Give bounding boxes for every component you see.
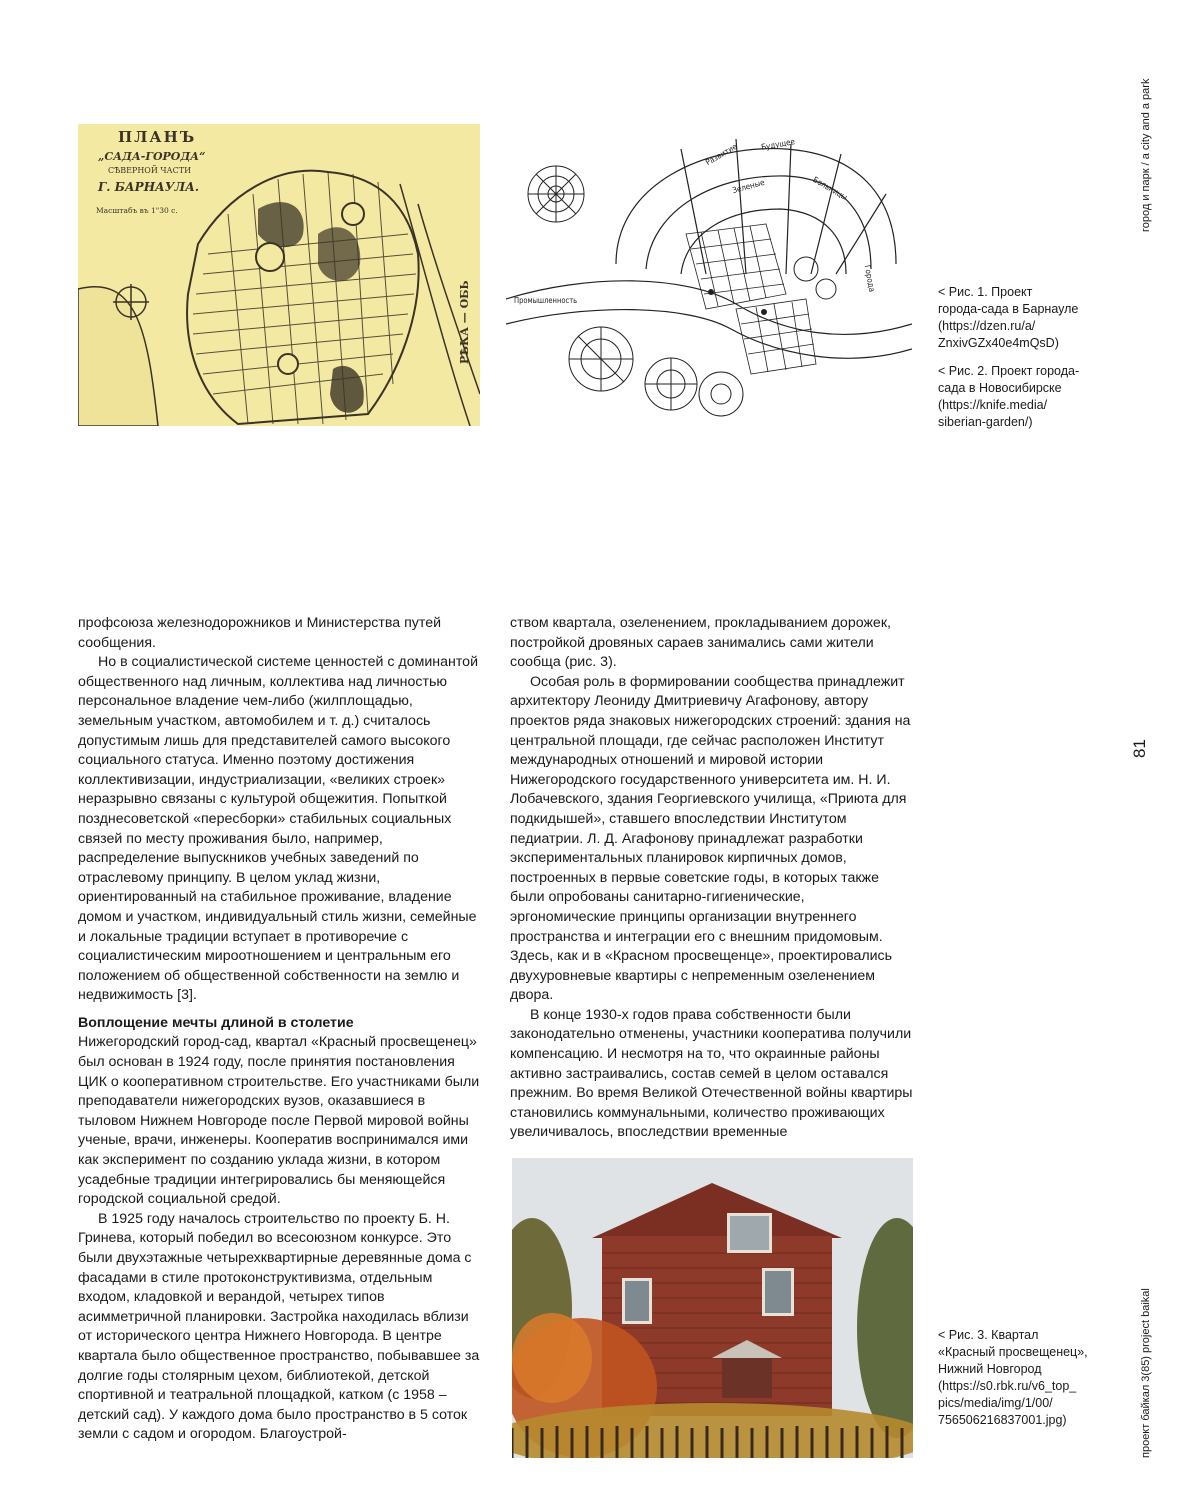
figure-2-novosibirsk-plan: [506, 124, 912, 426]
page-number: 81: [1130, 739, 1149, 758]
map2-label-2: Будущее: [760, 137, 796, 152]
paragraph: ством квартала, озеленением, прокладыванием дорожек, постройкой дровяных сараев занимались сами жители сообща (рис. 3).: [510, 615, 891, 671]
section-heading: Воплощение мечты длиной в столетие: [78, 1014, 354, 1031]
figure-1-barnaul-plan: [78, 124, 480, 426]
paragraph: Нижегородский город-сад, квартал «Красный просвещенец» был основан в 1924 году, после принятия постановления ЦИК о кооперативном строительстве. Его участниками были преподаватели нижегородских вузов, оказавшиеся в тыловом Нижнем Новгороде после Первой мировой войны ученые, врачи, инженеры. Кооператив воспринимался ими как эксперимент по созданию уклада жизни, в котором усадебные традиции интегрировались бы меняющейся городской социальной средой.: [78, 1034, 480, 1208]
map-subtitle-3: Г. БАРНАУЛА.: [98, 180, 200, 194]
map-title: ПЛАНЪ: [118, 128, 197, 146]
paragraph: В 1925 году началось строительство по проекту Б. Н. Гринева, который победил во всесоюзном конкурсе. Это были двухэтажные четырехквартирные деревянные дома с фасадами в стиле протоконструктивизма, отдельным входом, кладовкой и верандой, четырех типов асимметричной планировки. Застройка находилась вблизи от исторического центра Нижнего Новгорода. В центре квартала было общественное пространство, побывавшее за долгие годы столярным цехом, библиотекой, детской спортивной и театральной площадкой, катком (с 1958 – детский сад). У каждого дома было пространство в 5 соток земли с садом и огородом. Благоустрой-: [78, 1210, 480, 1443]
map2-label-5: Промышленность: [514, 296, 578, 305]
map2-label-6: Города: [862, 264, 877, 293]
right-text-column: [510, 614, 914, 1143]
caption-figure-3: < Рис. 3. Квартал «Красный просвещенец», Нижний Новгород (https://s0.rbk.ru/v6_top_ pics/media/img/1/00/ 756506216837001.jpg): [938, 1328, 1088, 1427]
map-subtitle-2: СѢВЕРНОЙ ЧАСТИ: [108, 166, 192, 175]
map2-label-1: Развитие: [704, 141, 739, 168]
map2-label-4: Больницы: [811, 175, 849, 202]
paragraph: Особая роль в формировании сообщества принадлежит архитектору Леониду Дмитриевичу Агафонову, автору проектов ряда знаковых нижегородских строений: здания на центральной площади, где сейчас расположен Институт международных отношений и мировой истории Нижегородского государственного университета им. Н. И. Лобачевского, здания Георгиевского училища, «Приюта для подкидышей», ставшего впоследствии Институтом педиатрии. Л. Д. Агафонову принадлежат разработки экспериментальных планировок кирпичных домов, построенных в первые советские годы, в которых также были опробованы санитарно-гигиенические, эргономические принципы организации внутреннего пространства и интеграции его с внешним придомовым. Здесь, как и в «Красном просвещенце», проектировались двухуровневые квартиры с непременным озеленением двора.: [510, 673, 911, 1004]
running-title-bottom: проект байкал 3(85) project baikal: [1140, 1288, 1152, 1458]
left-text-column: [78, 614, 480, 1445]
paragraph: В конце 1930-х годов права собственности были законодательно отменены, участники кооператива получили компенсацию. И несмотря на то, что окраинные районы активно застраивались, состав семей в целом оставался прежним. Во время Великой Отечественной войны квартиры становились коммунальными, количество проживающих увеличивалось, впоследствии временные: [510, 1006, 913, 1141]
house-photo-drawing: [512, 1158, 913, 1458]
caption-figure-2: < Рис. 2. Проект города- сада в Новосибирске (https://knife.media/ siberian-garden/): [938, 364, 1080, 429]
figure-3-house-photo: [512, 1158, 913, 1458]
running-title-top: город и парк / a city and a park: [1140, 78, 1152, 232]
map-scale: Масштабъ въ 1"30 с.: [96, 206, 178, 215]
novosibirsk-plan-drawing: [506, 124, 912, 426]
river-label: РѢКА — ОБЬ: [458, 280, 471, 364]
caption-figure-1: < Рис. 1. Проект города-сада в Барнауле (https://dzen.ru/a/ ZnxivGZx40e4mQsD): [938, 285, 1079, 350]
map-subtitle-1: „САДА-ГОРОДА“: [98, 150, 206, 163]
paragraph: Но в социалистической системе ценностей с доминантой общественного над личным, коллектива над личностью персональное владение чем-либо (жилплощадью, земельным участком, автомобилем и т. д.) считалось допустимым лишь для представителей самого высокого социального статуса. Именно поэтому достижения коллективизации, индустриализации, «великих строек» неразрывно связаны с культурой общежития. Попыткой позднесоветской «пересборки» стабильных социальных связей по месту проживания было, например, распределение выпускников учебных заведений по отраслевому принципу. В целом уклад жизни, ориентированный на стабильное проживание, владение домом и участком, индивидуальный стиль жизни, семейные и локальные традиции вступает в противоречие с социалистическим мироотношением и центральным его положением об общественной собственности на землю и недвижимость [3].: [78, 654, 478, 1004]
map2-label-3: Зеленые: [731, 177, 766, 196]
paragraph: профсоюза железнодорожников и Министерства путей сообщения.: [78, 615, 442, 651]
